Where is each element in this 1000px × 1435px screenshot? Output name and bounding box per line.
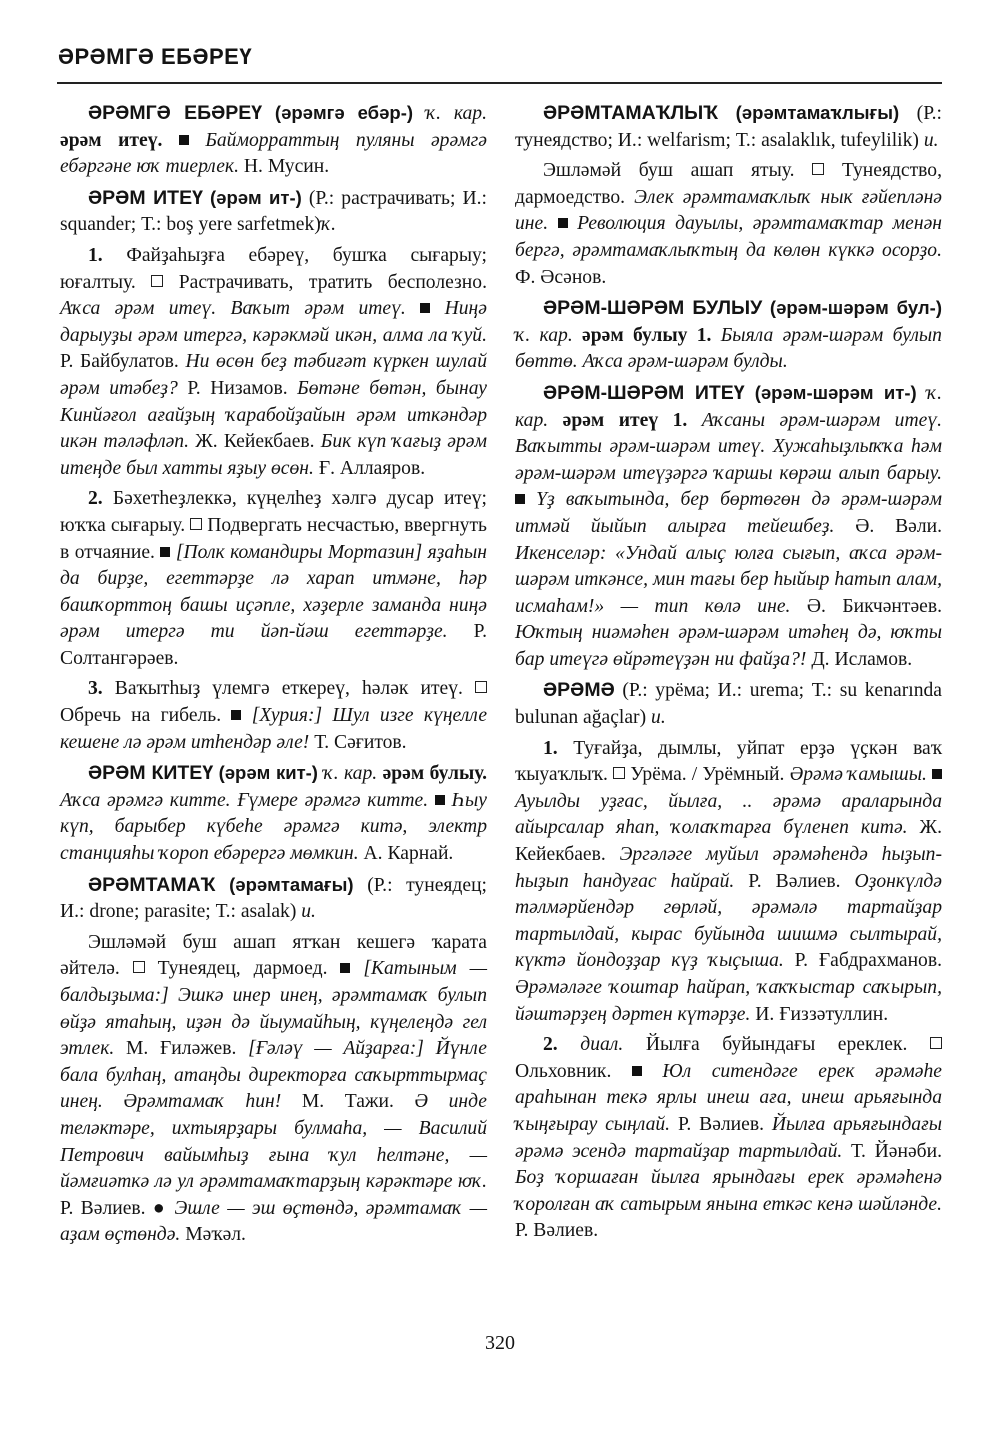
example-marker-icon	[932, 769, 942, 779]
quote-author: Р. Вәлиев.	[677, 1113, 765, 1135]
example-quote: Оҙонкүлдә тәлмәрйендәр гөрләй, әрәмәлә тартайҙар тартылдай, кырас буйында шишмә сылтырай, күктә йондоҙҙар күҙ ҡыҫыша.	[515, 870, 942, 972]
quote-author: Р. Низамов.	[187, 377, 288, 399]
synonym-ref: әрәм итеү 1.	[562, 409, 688, 431]
quote-author: Р. Ғабдрахманов.	[794, 950, 943, 972]
example-quote: Ни өсөн беҙ тәбиғәт күркен шулай әрәм итәбеҙ?	[60, 351, 488, 399]
definition: Ваҡытһыҙ үлемгә еткереү, һәләк итеү.	[114, 678, 463, 700]
russian-equivalent: Обречь на гибель.	[60, 705, 222, 727]
dictionary-entry	[60, 185, 487, 239]
grammar-label: и.	[651, 707, 666, 729]
example-marker-icon	[632, 1066, 642, 1076]
example-quote: Һыу күп, барыбер күбеһе әрәмгә китә, электр станцияһы ҡороп ебәрергә мөмкин.	[60, 789, 487, 865]
sense-number: 1.	[88, 244, 103, 266]
sense-number: 2.	[543, 1034, 558, 1056]
headword-forms: (әрәм кит-)	[218, 762, 318, 784]
example-quote: Бик күп ҡағыҙ әрәм итеңде был хатты яҙыу өсөн.	[60, 431, 487, 479]
example-quote: [Полк командиры Мортазин] яҙаһын да бирҙе, егеттәрҙе лә харап итмәне, һәр башҡорттоң башы иҫәпле, хәҙерле заманда ниңә әрәм итергә ти йәп-йәш егеттәрҙе.	[60, 541, 488, 643]
example-quote: Үҙ ваҡытында, бер бөртөгөн дә әрәм-шәрәм итмәй йыйып алырға тейешбеҙ.	[515, 489, 942, 537]
left-column	[60, 100, 487, 1253]
example-quote: Байморраттың пуляны әрәмгә ебәргәне юҡ тиерлек.	[60, 129, 487, 178]
headword: ӘРӘМТАМАҠ	[88, 873, 216, 896]
russian-equivalent-icon	[613, 767, 625, 779]
quote-author: Ә. Бикчәнтәев.	[806, 595, 942, 617]
example-quote: [Ғәләү — Айҙарға:] Йүнле бала булһаң, атаңды директорға саҡырттырмаҫ инең. Әрәмтамаҡ һин!	[60, 1038, 487, 1113]
quote-author: Ж. Кейекбаев.	[195, 431, 315, 453]
example-marker-icon	[515, 494, 525, 504]
headword: ӘРӘМ ИТЕҮ	[88, 186, 203, 209]
sense-number: 2.	[88, 488, 103, 510]
definition: Файҙаһыҙға ебәреү, бушҡа сығарыу; юғалтыу.	[60, 244, 487, 293]
russian-equivalent-icon	[151, 275, 163, 287]
russian-equivalent: Тунеядец, дармоед.	[157, 958, 328, 980]
usage-example: Элек әрәмтамаҡлыҡ нык ғәйепләнә ине.	[515, 186, 943, 235]
headword-forms: (әрәм-шәрәм ит-)	[754, 381, 917, 403]
example-quote: Революция дауылы, әрәмтамаҡтар менән бергә, әрәмтамаҡлыҡтың да көлөн күккә осорҙо.	[515, 213, 942, 261]
quote-author: Р. Солтангәрәев.	[60, 621, 487, 669]
quote-author: Ж. Кейекбаев.	[515, 817, 942, 866]
headword: ӘРӘМӘ	[543, 679, 615, 702]
quote-author: Р. Байбулатов.	[60, 351, 179, 373]
grammar-label: ҡ. кар.	[425, 103, 487, 124]
russian-equivalent: Урёма. / Урёмный.	[630, 764, 785, 786]
dictionary-entry	[60, 100, 487, 181]
quote-author: Р. Вәлиев.	[748, 870, 841, 892]
sense	[515, 736, 942, 1029]
sense	[60, 486, 487, 672]
russian-equivalent-icon	[133, 961, 145, 973]
quote-author: И. Ғиззәтуллин.	[755, 1003, 889, 1025]
example-marker-icon	[231, 710, 241, 720]
example-quote: Әрәмәләге ҡоштар һайрап, ҡаҡҡыстар саҡырып, йәштәрҙең дәртен күтәрҙе.	[515, 977, 942, 1025]
quote-author: Т. Сәғитов.	[314, 731, 407, 753]
header-rule	[57, 82, 942, 84]
proverb-marker-icon: ●	[152, 1197, 168, 1219]
grammar-label: ҡ. кар.	[515, 324, 573, 346]
grammar-label: ҡ. кар.	[515, 382, 943, 431]
example-marker-icon	[420, 303, 430, 313]
sense	[60, 930, 487, 1249]
quote-author: Ә. Вәли.	[855, 515, 942, 537]
grammar-label: диал.	[580, 1034, 624, 1056]
synonym-ref: әрәм булыу.	[382, 763, 487, 785]
usage-example: Әрәмә ҡамышы.	[789, 764, 927, 786]
definition: Йылға буйындағы ереклек.	[645, 1034, 908, 1056]
page-header-title: ӘРӘМГӘ ЕБӘРЕҮ	[58, 44, 253, 69]
example-quote: [Хурия:] Шул изге күңелле кешене лә әрәм итһендәр әле!	[60, 705, 488, 753]
translations: (Р.: тунеядство; И.: welfarism; Т.: asalaklık, tufeylilik)	[515, 103, 942, 151]
page-number: 320	[485, 1332, 515, 1354]
russian-equivalent: Ольховник.	[515, 1060, 612, 1082]
quote-author: Ғ. Аллаяров.	[318, 457, 426, 479]
definition: Эшләмәй буш ашап ятыу.	[543, 160, 795, 182]
headword: ӘРӘМГӘ ЕБӘРЕҮ	[88, 102, 263, 124]
dictionary-entry	[60, 872, 487, 926]
dictionary-entry	[515, 380, 942, 674]
example-quote: [Катыным — балдыҙыма:] Эшкә инер инең, әрәмтамаҡ булып өйҙә ятаһың, иҙән дә йыумайһың, күңелеңдә гел этлек.	[60, 958, 487, 1060]
example-quote: Бөтәне бөтән, бынау Кинйәғол ағайҙың ҡарабойҙайын әрәм иткәндәр икән тәләфләп.	[60, 377, 487, 453]
russian-equivalent-icon	[475, 681, 487, 693]
example-marker-icon	[160, 547, 170, 557]
quote-author: Р. Вәлиев.	[60, 1197, 146, 1219]
proverb: Эшле — эш өҫтөндә, әрәмтамаҡ — аҙам өҫтөндә.	[60, 1197, 487, 1246]
russian-equivalent-icon	[930, 1037, 942, 1049]
quote-author: Н. Мусин.	[243, 156, 330, 178]
sense	[515, 158, 942, 291]
example-quote: Юҡтың ниәмәһен әрәм-шәрәм итәһең дә, юҡты бар итеүгә өйрәтеүҙән ни файҙа?!	[515, 622, 942, 670]
example-quote: Эргәләге муйыл әрәмәһендә һыҙып-һыҙып һандуғас һайрай.	[515, 844, 942, 892]
dictionary-entry	[515, 677, 942, 731]
example-marker-icon	[340, 963, 350, 973]
quote-author: М. Ғиләжев.	[126, 1038, 237, 1060]
sense	[60, 243, 487, 482]
example-quote: Боҙ ҡоршаған йылға ярындағы ерек әрәмәһенә ҡоролған аҡ сатырым янына еткәс кенә шәйләнде.	[515, 1167, 942, 1215]
headword-forms: (әрәмтамағы)	[229, 873, 354, 895]
example-quote: Ниңә дарыуҙы әрәм итергә, кәрәкмәй икән, алма ла ҡуй.	[60, 298, 487, 346]
sense-number: 1.	[543, 737, 558, 759]
sense	[60, 676, 487, 756]
definition: Бәхетһеҙлеккә, күңелһеҙ хәлгә дусар итеү; юҡҡа сығарыу.	[60, 488, 487, 536]
quote-author: А. Карнай.	[363, 843, 454, 865]
usage-example: Аҡса әрәм итеү. Ваҡыт әрәм итеү.	[60, 298, 406, 320]
russian-equivalent-icon	[812, 163, 824, 175]
headword-forms: (әрәмгә ебәр-)	[274, 102, 414, 123]
grammar-label: и.	[923, 129, 939, 151]
headword-forms: (әрәмтамаҡлығы)	[735, 102, 900, 123]
russian-equivalent: Тунеядство, дармоедство.	[515, 160, 942, 208]
quote-author: Р. Вәлиев.	[515, 1220, 599, 1242]
right-column	[515, 100, 942, 1249]
translations: (Р.: растрачивать; И.: squander; Т.: boş yere sarfetmek)	[60, 187, 487, 236]
quote-author: Т. Йәнәби.	[851, 1140, 943, 1162]
synonym-ref: әрәм итеү.	[60, 129, 163, 151]
example-quote: Йылға арьяғындағы әрәмә эсендә тартайҙар тартылдай.	[515, 1113, 943, 1162]
dictionary-entry	[60, 760, 487, 867]
usage-example: Аҡса әрәмгә китте. Ғүмере әрәмгә китте.	[60, 789, 429, 811]
headword-forms: (әрәм ит-)	[210, 186, 302, 208]
dictionary-entry	[515, 100, 942, 154]
example-marker-icon	[435, 795, 445, 805]
grammar-label: и.	[301, 901, 316, 923]
usage-example: Аҡсаны әрәм-шәрәм итеү. Ваҡытты әрәм-шәрәм итеү. Хужаһыҙлыҡҡа һәм әрәм-шәрәм итеүҙәргә ҡаршы көрәш алып барыу.	[515, 409, 942, 484]
example-quote: Юл ситендәге ерек әрәмәһе араһынан текә ярлы инеш аға, инеш арьяғында ҡыңғырау сыңлай.	[515, 1060, 943, 1135]
translations: (Р.: урёма; И.: urema; Т.: su kenarında bulunan ağaçlar)	[515, 680, 942, 729]
grammar-label: ҡ.	[320, 214, 337, 236]
russian-equivalent-icon	[190, 518, 202, 530]
sense	[515, 1032, 942, 1245]
headword: ӘРӘМ-ШӘРӘМ БУЛЫУ	[543, 297, 763, 320]
grammar-label: ҡ. кар.	[323, 763, 378, 785]
definition: Туғайҙа, дымлы, уйпат ерҙә үҫкән ваҡ ҡыуаҡлыҡ.	[515, 737, 942, 786]
quote-author: Д. Исламов.	[811, 648, 913, 670]
proverb-source: Мәҡәл.	[185, 1224, 246, 1246]
headword: ӘРӘМ КИТЕҮ	[88, 762, 214, 785]
definition: Эшләмәй буш ашап ятҡан кешегә ҡарата әйтелә.	[60, 931, 487, 980]
russian-equivalent: Растрачивать, тратить бесполезно.	[178, 271, 487, 293]
russian-equivalent: Подвергать несчастью, ввергнуть в отчаяние.	[60, 514, 487, 563]
sense-number: 3.	[88, 678, 103, 700]
example-marker-icon	[179, 135, 189, 145]
example-quote: Ә инде теләктәре, ихтыярҙары булмаһа, — Василий Петрович вайымһыҙ ғына ҡул һелтәне, — йәмғиәткә лә ул әрәмтамаҡтарҙың кәрәктәре юҡ.	[60, 1091, 487, 1193]
dictionary-entry	[515, 295, 942, 376]
quote-author: М. Тажи.	[301, 1091, 394, 1113]
example-marker-icon	[558, 218, 568, 228]
usage-example: Быяла әрәм-шәрәм булып бөттө. Аҡса әрәм-шәрәм булды.	[515, 324, 942, 373]
headword: ӘРӘМ-ШӘРӘМ ИТЕҮ	[543, 381, 745, 404]
headword: ӘРӘМТАМАҠЛЫҠ	[543, 102, 719, 124]
example-quote: Икенселәр: «Ундай алыҫ юлға сығып, аҡса әрәм-шәрәм иткәнсе, мин тағы бер һыйыр һатып алам, исмаһам!» — тип көлә ине.	[515, 542, 942, 617]
quote-author: Ф. Әсәнов.	[515, 266, 607, 288]
headword-forms: (әрәм-шәрәм бул-)	[769, 297, 942, 319]
example-quote: Ауылды уҙғас, йылға, .. әрәмә араларында айырсалар яһап, ҡолаҡтарға бүленеп китә.	[515, 790, 942, 839]
translations: (Р.: тунеядец; И.: drone; parasite; Т.: asalak)	[60, 874, 488, 923]
synonym-ref: әрәм булыу 1.	[582, 324, 712, 346]
